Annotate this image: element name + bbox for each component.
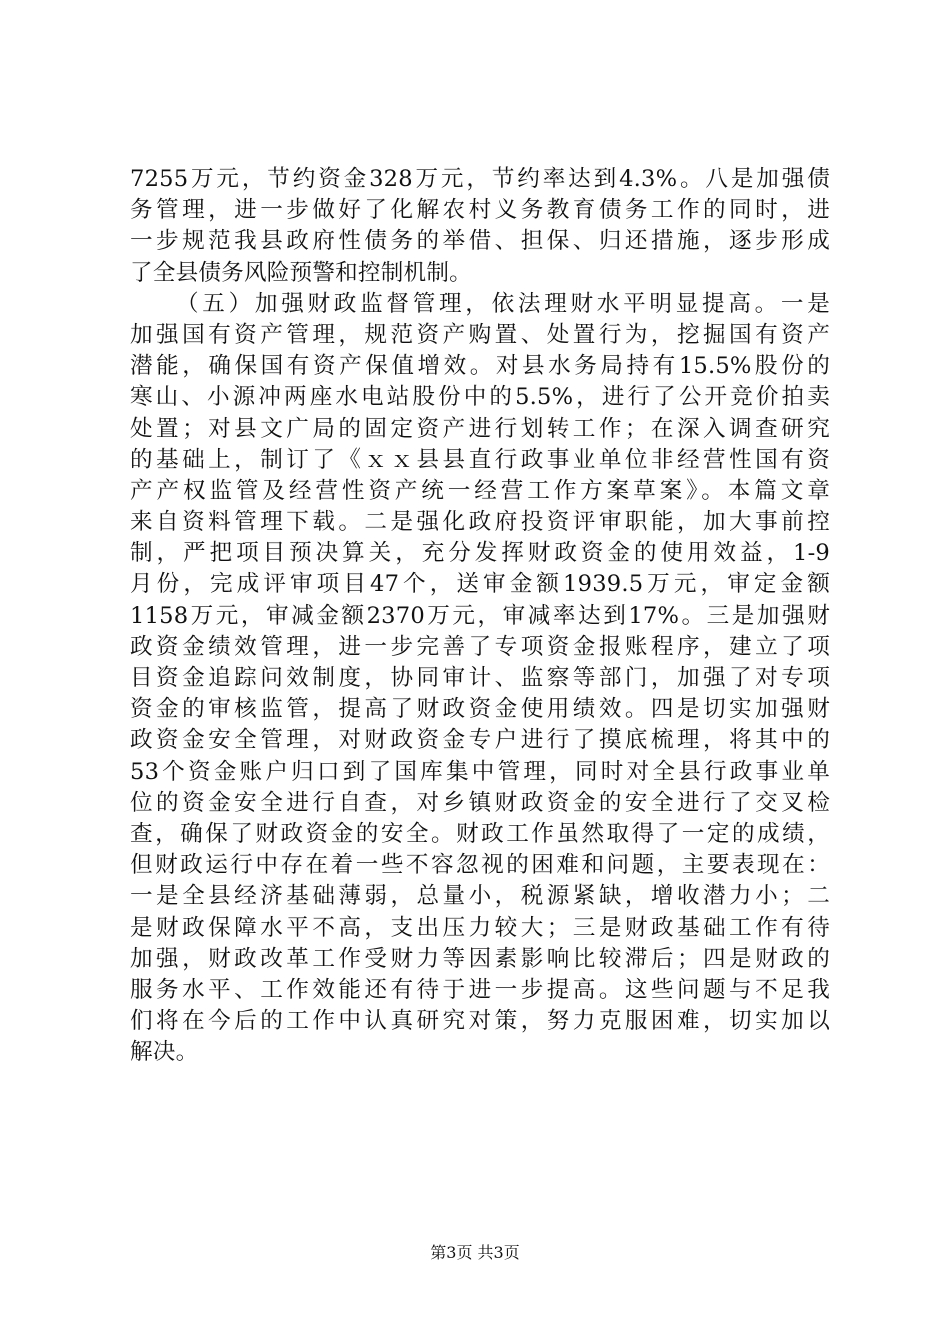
text-line: 政资金绩效管理，进一步完善了专项资金报账程序，建立了项 [130, 633, 830, 660]
page-number-footer: 第3页 共3页 [430, 1243, 520, 1262]
text-line: 位的资金安全进行自查，对乡镇财政资金的安全进行了交叉检 [130, 789, 830, 816]
document-body [130, 164, 830, 1068]
text-line: 53个资金账户归口到了国库集中管理，同时对全县行政事业单 [130, 758, 830, 785]
text-line: 潜能，确保国有资产保值增效。对县水务局持有15.5%股份的 [130, 353, 830, 380]
text-line: 服务水平、工作效能还有待于进一步提高。这些问题与不足我 [130, 976, 830, 1003]
text-line: 1158万元，审减金额2370万元，审减率达到17%。三是加强财 [130, 602, 830, 629]
text-line: 来自资料管理下载。二是强化政府投资评审职能，加大事前控 [130, 509, 830, 536]
text-line: 产产权监管及经营性资产统一经营工作方案草案》。本篇文章 [130, 477, 830, 504]
text-line: 处置；对县文广局的固定资产进行划转工作；在深入调查研究 [130, 415, 830, 442]
text-line: 查，确保了财政资金的安全。财政工作虽然取得了一定的成绩， [130, 820, 830, 847]
text-line: 但财政运行中存在着一些不容忽视的困难和问题，主要表现在： [130, 852, 830, 879]
text-line: 的基础上，制订了《ｘｘ县县直行政事业单位非经营性国有资 [130, 446, 830, 473]
text-line: 是财政保障水平不高，支出压力较大；三是财政基础工作有待 [130, 914, 830, 941]
section-heading-line: （五）加强财政监督管理，依法理财水平明显提高。一是 [176, 290, 830, 317]
text-line: 加强，财政改革工作受财力等因素影响比较滞后；四是财政的 [130, 945, 830, 972]
text-line: 解决。 [130, 1039, 199, 1066]
text-line: 了全县债务风险预警和控制机制。 [130, 259, 472, 286]
text-line: 目资金追踪问效制度，协同审计、监察等部门，加强了对专项 [130, 665, 830, 691]
text-line: 一步规范我县政府性债务的举借、担保、归还措施，逐步形成 [130, 228, 830, 255]
text-line: 制，严把项目预决算关，充分发挥财政资金的使用效益，1-9 [130, 540, 830, 567]
text-line: 加强国有资产管理，规范资产购置、处置行为，挖掘国有资产 [130, 321, 830, 348]
text-line: 一是全县经济基础薄弱，总量小，税源紧缺，增收潜力小；二 [130, 883, 830, 910]
text-line: 寒山、小源冲两座水电站股份中的5.5%，进行了公开竞价拍卖 [130, 384, 830, 411]
text-line: 月份，完成评审项目47个，送审金额1939.5万元，审定金额 [130, 571, 830, 598]
text-line: 政资金安全管理，对财政资金专户进行了摸底梳理，将其中的 [130, 727, 830, 754]
text-line: 资金的审核监管，提高了财政资金使用绩效。四是切实加强财 [130, 696, 830, 723]
text-line: 7255万元，节约资金328万元，节约率达到4.3%。八是加强债 [130, 166, 830, 192]
text-line: 务管理，进一步做好了化解农村义务教育债务工作的同时，进 [130, 197, 830, 224]
text-line: 们将在今后的工作中认真研究对策，努力克服困难，切实加以 [130, 1008, 830, 1035]
